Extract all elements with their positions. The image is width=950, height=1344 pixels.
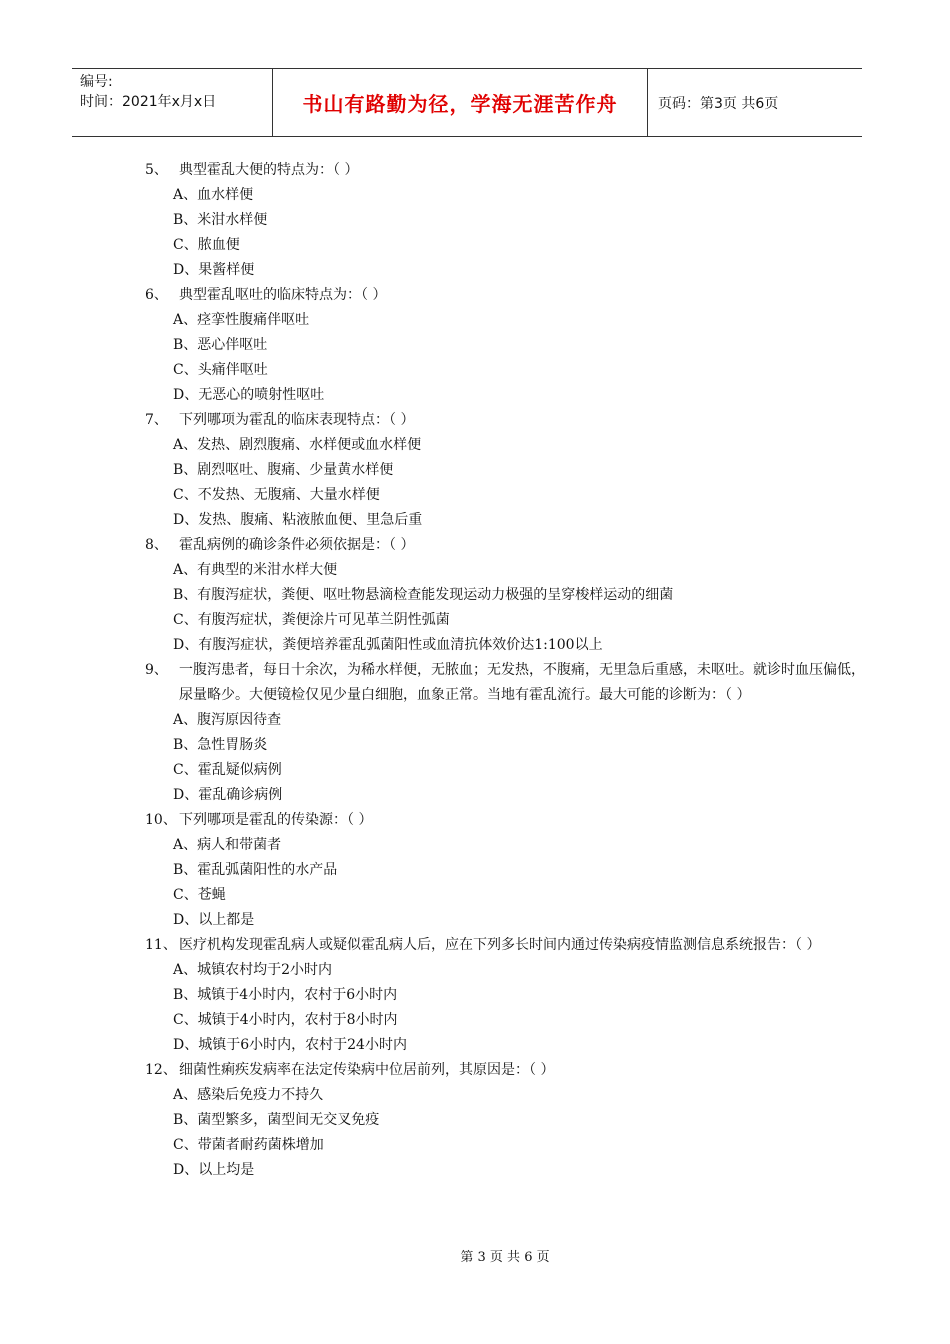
question-item	[145, 658, 865, 708]
question-number: 11、	[145, 937, 177, 953]
question-number: 7、	[145, 412, 168, 428]
answer-option: D、有腹泻症状，粪便培养霍乱弧菌阳性或血清抗体效价达1:100以上	[173, 637, 603, 653]
answer-option: C、城镇于4小时内，农村于8小时内	[173, 1012, 398, 1028]
answer-option: D、以上都是	[173, 912, 255, 928]
question-list	[145, 158, 865, 1183]
question-number: 8、	[145, 537, 168, 553]
document-header	[72, 68, 862, 137]
code-label: 编号:	[80, 74, 113, 90]
answer-option: B、恶心伴呕吐	[173, 337, 268, 353]
answer-option: C、霍乱疑似病例	[173, 762, 282, 778]
answer-option: C、苍蝇	[173, 887, 226, 903]
question-item	[145, 408, 865, 433]
question-number: 6、	[145, 287, 168, 303]
answer-option: D、霍乱确诊病例	[173, 787, 283, 803]
answer-option: A、有典型的米泔水样大便	[173, 562, 338, 578]
answer-option: D、城镇于6小时内，农村于24小时内	[173, 1037, 407, 1053]
page-footer: 第 3 页 共 6 页	[460, 1250, 550, 1265]
answer-option: C、有腹泻症状，粪便涂片可见革兰阴性弧菌	[173, 612, 450, 628]
answer-option: A、城镇农村均于2小时内	[173, 962, 333, 978]
question-text: 下列哪项为霍乱的临床表现特点：（ ）	[179, 412, 415, 428]
question-item	[145, 1058, 865, 1083]
question-text: 医疗机构发现霍乱病人或疑似霍乱病人后，应在下列多长时间内通过传染病疫情监测信息系统报告：（ ）	[179, 937, 821, 953]
answer-option: A、腹泻原因待查	[173, 712, 282, 728]
time-label: 时间：2021年x月x日	[80, 94, 217, 110]
answer-option: B、霍乱弧菌阳性的水产品	[173, 862, 338, 878]
answer-option: B、剧烈呕吐、腹痛、少量黄水样便	[173, 462, 394, 478]
answer-option: D、以上均是	[173, 1162, 255, 1178]
answer-option: A、病人和带菌者	[173, 837, 282, 853]
answer-option: A、痉挛性腹痛伴呕吐	[173, 312, 310, 328]
question-number: 12、	[145, 1062, 177, 1078]
answer-option: C、脓血便	[173, 237, 240, 253]
question-item	[145, 533, 865, 558]
answer-option: A、感染后免疫力不持久	[173, 1087, 324, 1103]
header-page-label: 页码：第3页 共6页	[658, 95, 779, 112]
answer-option: D、无恶心的喷射性呕吐	[173, 387, 325, 403]
answer-option: A、血水样便	[173, 187, 254, 203]
answer-option: D、果酱样便	[173, 262, 255, 278]
answer-option: B、急性胃肠炎	[173, 737, 268, 753]
answer-option: A、发热、剧烈腹痛、水样便或血水样便	[173, 437, 422, 453]
question-text: 一腹泻患者，每日十余次，为稀水样便，无脓血；无发热，不腹痛，无里急后重感，未呕吐。就诊时血压偏低，尿量略少。大便镜检仅见少量白细胞，血象正常。当地有霍乱流行。最大可能的诊断为：（ ）	[179, 662, 865, 703]
answer-option: B、城镇于4小时内，农村于6小时内	[173, 987, 398, 1003]
answer-option: C、头痛伴呕吐	[173, 362, 268, 378]
header-info-cell	[72, 69, 273, 136]
answer-option: B、有腹泻症状，粪便、呕吐物悬滴检查能发现运动力极强的呈穿梭样运动的细菌	[173, 587, 674, 603]
question-item	[145, 808, 865, 833]
question-item	[145, 283, 865, 308]
question-number: 10、	[145, 812, 177, 828]
answer-option: B、米泔水样便	[173, 212, 268, 228]
question-text: 下列哪项是霍乱的传染源：（ ）	[179, 812, 373, 828]
question-text: 典型霍乱大便的特点为：（ ）	[179, 162, 359, 178]
question-number: 5、	[145, 162, 168, 178]
question-item	[145, 158, 865, 183]
answer-option: C、不发热、无腹痛、大量水样便	[173, 487, 380, 503]
header-motto: 书山有路勤为径，学海无涯苦作舟	[273, 69, 648, 136]
question-text: 霍乱病例的确诊条件必须依据是：（ ）	[179, 537, 415, 553]
question-number: 9、	[145, 662, 168, 678]
answer-option: C、带菌者耐药菌株增加	[173, 1137, 324, 1153]
question-text: 典型霍乱呕吐的临床特点为：（ ）	[179, 287, 387, 303]
question-item	[145, 933, 865, 958]
answer-option: D、发热、腹痛、粘液脓血便、里急后重	[173, 512, 423, 528]
question-text: 细菌性痢疾发病率在法定传染病中位居前列，其原因是：（ ）	[179, 1062, 555, 1078]
answer-option: B、菌型繁多，菌型间无交叉免疫	[173, 1112, 380, 1128]
